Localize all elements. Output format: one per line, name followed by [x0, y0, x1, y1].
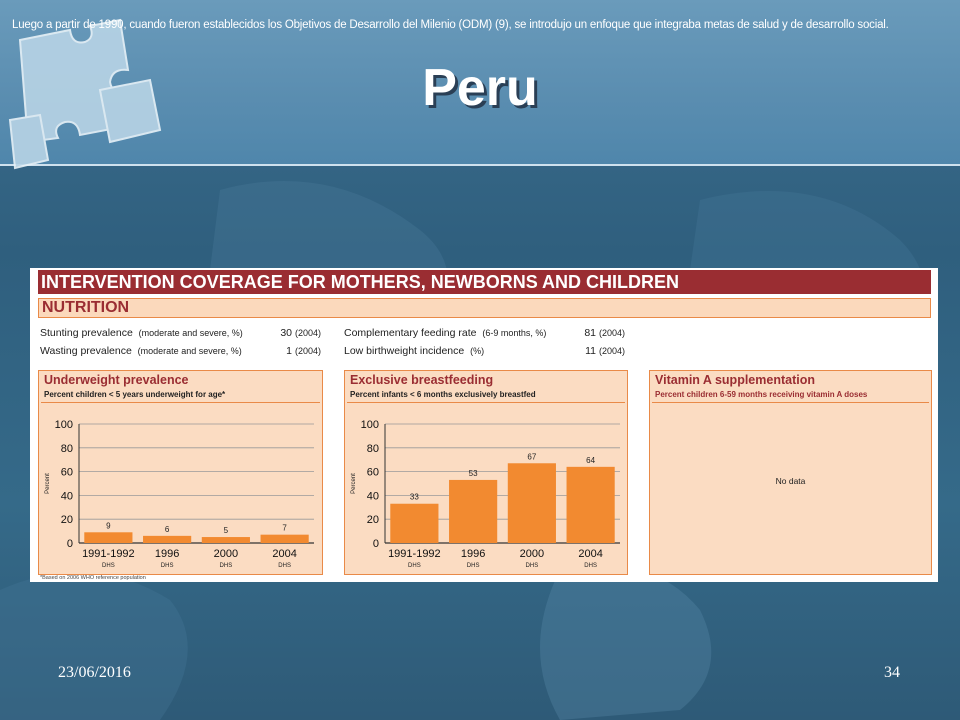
- stat-wasting-value: 1: [286, 345, 292, 357]
- chart0-data-label: 5: [223, 526, 229, 536]
- underweight-subtitle: Percent children < 5 years underweight for age*: [44, 390, 226, 399]
- chart0-category-label: 2000: [213, 548, 239, 560]
- chart1-data-label: 67: [527, 452, 537, 462]
- chart0-category-label: 2004: [272, 548, 297, 560]
- underweight-panel: [38, 370, 323, 575]
- vitamin-a-panel: [649, 370, 932, 575]
- vitamin-a-title-rule: [652, 402, 929, 403]
- stat-complementary-value: 81: [584, 327, 596, 339]
- stat-stunting-year: (2004): [295, 328, 322, 338]
- chart0-ytick-label: 40: [60, 490, 73, 503]
- chart1-ylabel: Percent: [351, 473, 357, 494]
- chart0-data-label: 7: [282, 523, 287, 533]
- chart1-ytick-label: 100: [360, 419, 379, 431]
- vitamin-a-title: Vitamin A supplementation: [655, 373, 815, 387]
- chart0-ylabel: Percent: [45, 473, 51, 494]
- chart1-ytick-label: 60: [366, 466, 379, 479]
- chart0-bar: [84, 532, 132, 543]
- chart0-source-label: DHS: [278, 563, 291, 569]
- stat-lbw-value: 11: [585, 345, 596, 357]
- intro-text: Luego a partir de 1990, cuando fueron establecidos los Objetivos de Desarrollo del Milenio (ODM) (9), se introdujo un enfoque que integraba metas de salud y de desarrollo social.: [12, 19, 889, 31]
- stat-complementary-label: Complementary feeding rate (6-9 months, %): [344, 327, 547, 339]
- breastfeeding-panel: [344, 370, 628, 575]
- stat-lbw-label: Low birthweight incidence (%): [344, 345, 485, 357]
- chart1-category-label: 1991-1992: [388, 548, 441, 560]
- slide-number: 34: [884, 664, 900, 681]
- breastfeeding-subtitle: Percent infants < 6 months exclusively breastfed: [350, 390, 536, 399]
- breastfeeding-title: Exclusive breastfeeding: [350, 373, 494, 387]
- stat-wasting-label: Wasting prevalence (moderate and severe, %): [40, 345, 242, 357]
- chart1-ytick-label: 80: [366, 442, 379, 455]
- chart1-source-label: DHS: [525, 563, 539, 569]
- slide-title: Peru: [422, 59, 538, 117]
- chart1-bar: [508, 463, 556, 543]
- slide-date: 23/06/2016: [58, 664, 131, 681]
- chart1-data-label: 33: [409, 492, 419, 502]
- chart1-data-label: 53: [468, 468, 478, 478]
- chart0-bar: [261, 535, 309, 543]
- report-card: [30, 268, 938, 582]
- breastfeeding-chart: [345, 371, 629, 576]
- footnote: *Based on 2006 WHO reference population: [40, 575, 146, 581]
- chart1-category-label: 2004: [578, 548, 603, 560]
- stat-lbw-year: (2004): [599, 346, 626, 356]
- underweight-chart: [39, 371, 324, 576]
- chart0-data-label: 6: [164, 524, 170, 534]
- vitamin-a-no-data: No data: [775, 476, 806, 486]
- chart1-ytick-label: 0: [372, 538, 379, 550]
- chart0-category-label: 1991-1992: [82, 548, 135, 560]
- chart0-bar: [143, 536, 191, 543]
- chart1-ytick-label: 20: [366, 514, 379, 527]
- chart1-bar: [567, 467, 615, 543]
- chart0-ytick-label: 80: [60, 442, 73, 455]
- underweight-title: Underweight prevalence: [44, 373, 189, 387]
- report-header: INTERVENTION COVERAGE FOR MOTHERS, NEWBORNS AND CHILDREN: [38, 270, 931, 294]
- chart0-ytick-label: 60: [60, 466, 73, 479]
- chart1-source-label: DHS: [408, 563, 421, 569]
- stat-complementary-year: (2004): [599, 328, 626, 338]
- vitamin-a-subtitle: Percent children 6-59 months receiving vitamin A doses: [655, 390, 868, 399]
- chart1-bar: [390, 504, 438, 543]
- chart1-ytick-label: 40: [366, 490, 379, 503]
- chart0-bar: [202, 537, 250, 543]
- chart1-source-label: DHS: [584, 563, 597, 569]
- chart0-data-label: 9: [106, 521, 111, 531]
- chart1-data-label: 64: [586, 455, 596, 465]
- chart0-source-label: DHS: [102, 563, 115, 569]
- chart1-category-label: 2000: [519, 548, 545, 560]
- nutrition-section-header: NUTRITION: [38, 298, 931, 318]
- chart0-ytick-label: 0: [66, 538, 73, 550]
- chart1-source-label: DHS: [466, 563, 480, 569]
- stat-wasting-year: (2004): [295, 346, 322, 356]
- chart0-category-label: 1996: [154, 548, 180, 560]
- chart1-bar: [449, 480, 497, 543]
- chart1-category-label: 1996: [460, 548, 486, 560]
- chart0-ytick-label: 20: [60, 514, 73, 527]
- chart0-source-label: DHS: [160, 563, 174, 569]
- stat-stunting-label: Stunting prevalence (moderate and severe, %): [40, 327, 243, 339]
- chart0-source-label: DHS: [219, 563, 233, 569]
- chart0-ytick-label: 100: [54, 419, 73, 431]
- stat-stunting-value: 30: [280, 327, 292, 339]
